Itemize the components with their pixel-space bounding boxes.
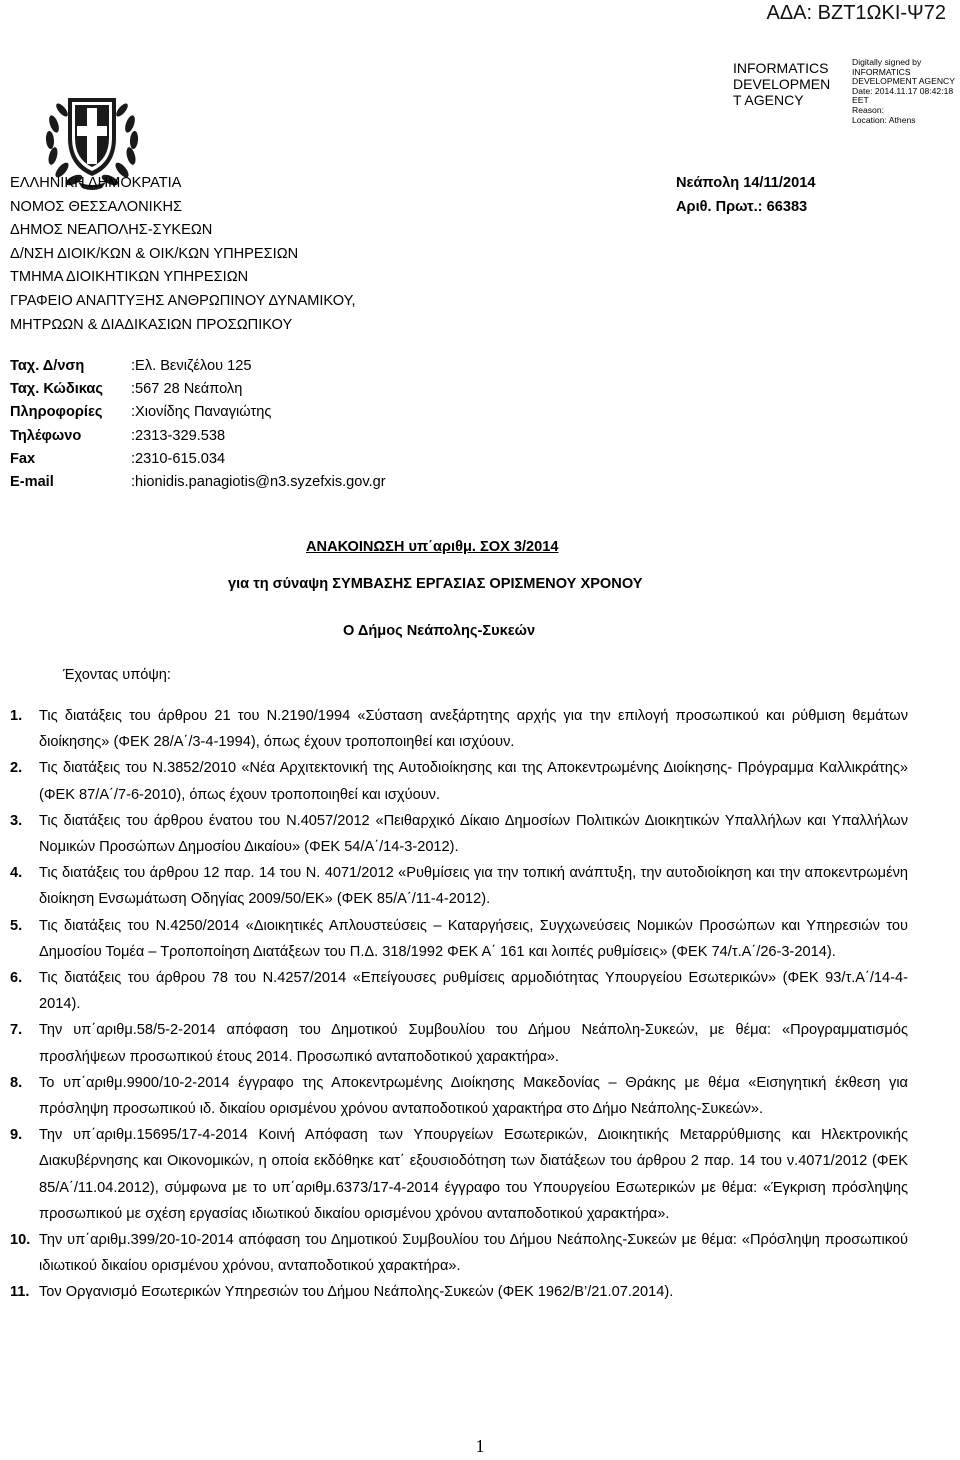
- item-number: 3.: [10, 812, 23, 829]
- list-item: [10, 1070, 908, 1122]
- item-number: 9.: [10, 1127, 23, 1144]
- notice-title-text: ΑΝΑΚΟΙΝΩΣΗ υπ΄αριθμ. ΣΟΧ 3/2014: [306, 539, 559, 555]
- signature-meta-line: DEVELOPMENT AGENCY: [852, 76, 955, 87]
- item-number: 11.: [10, 1284, 30, 1301]
- header-line: ΓΡΑΦΕΙΟ ΑΝΑΠΤΥΞΗΣ ΑΝΘΡΩΠΙΝΟΥ ΔΥΝΑΜΙΚΟΥ,: [10, 292, 356, 309]
- item-number: 10.: [10, 1232, 31, 1249]
- contact-label: Ταχ. Κώδικας: [10, 381, 103, 398]
- item-number: 4.: [10, 865, 23, 882]
- signature-name-line: T AGENCY: [733, 92, 804, 108]
- item-text: Το υπ΄αριθμ.9900/10-2-2014 έγγραφο της Αποκεντρωμένης Διοίκησης Μακεδονίας – Θράκης με θέμα «Εισηγητική έκθεση για πρόσληψη προσωπικού ιδ. δικαίου ορισμένου χρόνου ανταποδοτικού χαρακτήρα στο Δήμο Νεάπολης-Συκεών».: [39, 1074, 908, 1118]
- item-text: Τις διατάξεις του άρθρου 78 του Ν.4257/2014 «Επείγουσες ρυθμίσεις αρμοδιότητας Υπουργείου Εσωτερικών» (ΦΕΚ 93/τ.Α΄/14-4-2014).: [39, 970, 908, 1013]
- notice-title: [306, 539, 559, 555]
- date-protocol-block: [676, 172, 815, 219]
- contact-email: :hionidis.panagiotis@n3.syzefxis.gov.gr: [131, 473, 386, 490]
- contact-value: :567 28 Νεάπολη: [131, 381, 243, 398]
- signature-meta-line: Digitally signed by: [852, 57, 922, 67]
- authority-header: [10, 172, 356, 337]
- signature-details: [852, 58, 955, 125]
- item-text: Τις διατάξεις του Ν.4250/2014 «Διοικητικές Απλουστεύσεις – Καταργήσεις, Συγχωνεύσεις Νομικών Προσώπων και Υπηρεσιών του Δημοσίου Τομέα – Τροποποίηση Διατάξεων του Π.Δ. 318/1992 ΦΕΚ Α΄ 161 και λοιπές ρυθμίσεις» (ΦΕΚ 74/τ.Α΄/26-3-2014).: [39, 917, 908, 960]
- issuing-municipality: Ο Δήμος Νεάπολης-Συκεών: [343, 623, 536, 639]
- contact-label: Fax: [10, 450, 36, 467]
- item-number: 2.: [10, 760, 23, 777]
- list-item: [10, 1227, 908, 1279]
- signature-signer: [733, 60, 848, 108]
- item-number: 1.: [10, 708, 23, 724]
- signature-meta-line: INFORMATICS: [852, 66, 911, 77]
- item-number: 6.: [10, 970, 23, 987]
- header-line: ΕΛΛΗΝΙΚΗ ΔΗΜΟΚΡΑΤΙΑ: [10, 175, 182, 191]
- considering-label: Έχοντας υπόψη:: [63, 667, 171, 683]
- contact-label: Ταχ. Δ/νση: [10, 358, 85, 374]
- list-item: [10, 755, 908, 807]
- header-line: ΝΟΜΟΣ ΘΕΣΣΑΛΟΝΙΚΗΣ: [10, 198, 183, 215]
- page-number: 1: [475, 1436, 485, 1456]
- list-item: [10, 1279, 908, 1305]
- protocol-number: Αριθ. Πρωτ.: 66383: [676, 198, 808, 215]
- item-text: Την υπ΄αριθμ.15695/17-4-2014 Κοινή Απόφαση των Υπουργείων Εσωτερικών, Διοικητικής Μεταρρύθμισης και Ηλεκτρονικής Διακυβέρνησης και Οικονομικών, η οποία εκδόθηκε κατ΄ εξουσιοδότηση των διατάξεων του άρθρου 2 παρ. 14 του ν.4071/2012 (ΦΕΚ 85/Α΄/11.04.2012), σύμφωνα με το υπ΄αριθμ.6373/17-4-2014 έγγραφο του Υπουργείου Εσωτερικών με θέμα: «Έγκριση πρόσληψης προσωπικού με σχέση εργασίας ιδιωτικού δικαίου ορισμένου χρόνου ανταποδοτικού χαρακτήρα».: [39, 1127, 908, 1222]
- signature-name-line: INFORMATICS: [733, 60, 829, 76]
- header-line: ΔΗΜΟΣ ΝΕΑΠΟΛΗΣ-ΣΥΚΕΩΝ: [10, 222, 213, 239]
- item-text: Τις διατάξεις του άρθρου 21 του Ν.2190/1994 «Σύσταση ανεξάρτητης αρχής για την επιλογή προσωπικού και ρύθμιση θεμάτων διοίκησης» (ΦΕΚ 28/Α΄/3-4-1994), όπως έχουν τροποποιηθεί και ισχύουν.: [39, 708, 908, 751]
- contact-value: :Ελ. Βενιζέλου 125: [131, 358, 252, 374]
- notice-subtitle: για τη σύναψη ΣΥΜΒΑΣΗΣ ΕΡΓΑΣΙΑΣ ΟΡΙΣΜΕΝΟΥ ΧΡΟΝΟΥ: [228, 576, 643, 592]
- signature-meta-line: Reason:: [852, 104, 885, 115]
- signature-meta-line: Location: Athens: [852, 114, 916, 125]
- list-item: [10, 703, 908, 755]
- signature-meta-line: EET: [852, 95, 869, 106]
- contact-label: E-mail: [10, 473, 54, 490]
- item-text: Τον Οργανισμό Εσωτερικών Υπηρεσιών του Δήμου Νεάπολης-Συκεών (ΦΕΚ 1962/Β’/21.07.2014).: [39, 1284, 674, 1301]
- list-item: [10, 965, 908, 1017]
- item-text: Τις διατάξεις του Ν.3852/2010 «Νέα Αρχιτεκτονική της Αυτοδιοίκησης και της Αποκεντρωμένης Διοίκησης- Πρόγραμμα Καλλικράτης» (ΦΕΚ 87/Α΄/7-6-2010), όπως έχουν τροποποιηθεί και ισχύουν.: [39, 760, 908, 803]
- item-number: 7.: [10, 1022, 23, 1039]
- list-item: [10, 1122, 908, 1227]
- signature-name-line: DEVELOPMEN: [733, 76, 831, 92]
- header-line: ΜΗΤΡΩΩΝ & ΔΙΑΔΙΚΑΣΙΩΝ ΠΡΟΣΩΠΙΚΟΥ: [10, 316, 293, 333]
- item-number: 8.: [10, 1074, 23, 1091]
- ada-code: ΑΔΑ: ΒΖΤ1ΩΚΙ-Ψ72: [766, 2, 946, 24]
- item-number: 5.: [10, 917, 23, 934]
- header-line: ΤΜΗΜΑ ΔΙΟΙΚΗΤΙΚΩΝ ΥΠΗΡΕΣΙΩΝ: [10, 269, 249, 286]
- signature-meta-line: Date: 2014.11.17 08:42:18: [852, 85, 954, 96]
- list-item: [10, 808, 908, 860]
- header-line: Δ/ΝΣΗ ΔΙΟΙΚ/ΚΩΝ & ΟΙΚ/ΚΩΝ ΥΠΗΡΕΣΙΩΝ: [10, 245, 299, 262]
- contact-label: Πληροφορίες: [10, 404, 103, 421]
- item-text: Την υπ΄αριθμ.58/5-2-2014 απόφαση του Δημοτικού Συμβουλίου του Δήμου Νεάπολη-Συκεών, με θέμα: «Προγραμματισμός προσλήψεων προσωπικού έτους 2014. Προσωπικό ανταποδοτικού χαρακτήρα».: [39, 1022, 908, 1065]
- list-item: [10, 860, 908, 912]
- contact-value: :2310-615.034: [131, 450, 226, 467]
- item-text: Την υπ΄αριθμ.399/20-10-2014 απόφαση του Δημοτικού Συμβουλίου του Δήμου Νεάπολης-Συκεών με θέμα: «Πρόσληψη προσωπικού ιδιωτικού δικαίου ορισμένου χρόνου, ανταποδοτικού χαρακτήρα».: [39, 1232, 908, 1275]
- contact-label: Τηλέφωνο: [10, 427, 82, 444]
- contact-value: :Χιονίδης Παναγιώτης: [131, 404, 272, 421]
- contact-value: :2313-329.538: [131, 427, 226, 444]
- legal-basis-list: [10, 703, 908, 1306]
- item-text: Τις διατάξεις του άρθρου ένατου του Ν.4057/2012 «Πειθαρχικό Δίκαιο Δημοσίων Πολιτικών Διοικητικών Υπαλλήλων και Υπαλλήλων Νομικών Προσώπων Δημοσίου Δικαίου» (ΦΕΚ 54/Α΄/14-3-2012).: [39, 812, 908, 856]
- place-date: Νεάπολη 14/11/2014: [676, 175, 816, 191]
- list-item: [10, 1017, 908, 1069]
- item-text: Τις διατάξεις του άρθρου 12 παρ. 14 του Ν. 4071/2012 «Ρυθμίσεις για την τοπική ανάπτυξη, την αυτοδιοίκηση και την αποκεντρωμένη διοίκηση Ενσωμάτωση Οδηγίας 2009/50/ΕΚ» (ΦΕΚ 85/Α΄/11-4-2012).: [39, 865, 908, 908]
- list-item: [10, 913, 908, 965]
